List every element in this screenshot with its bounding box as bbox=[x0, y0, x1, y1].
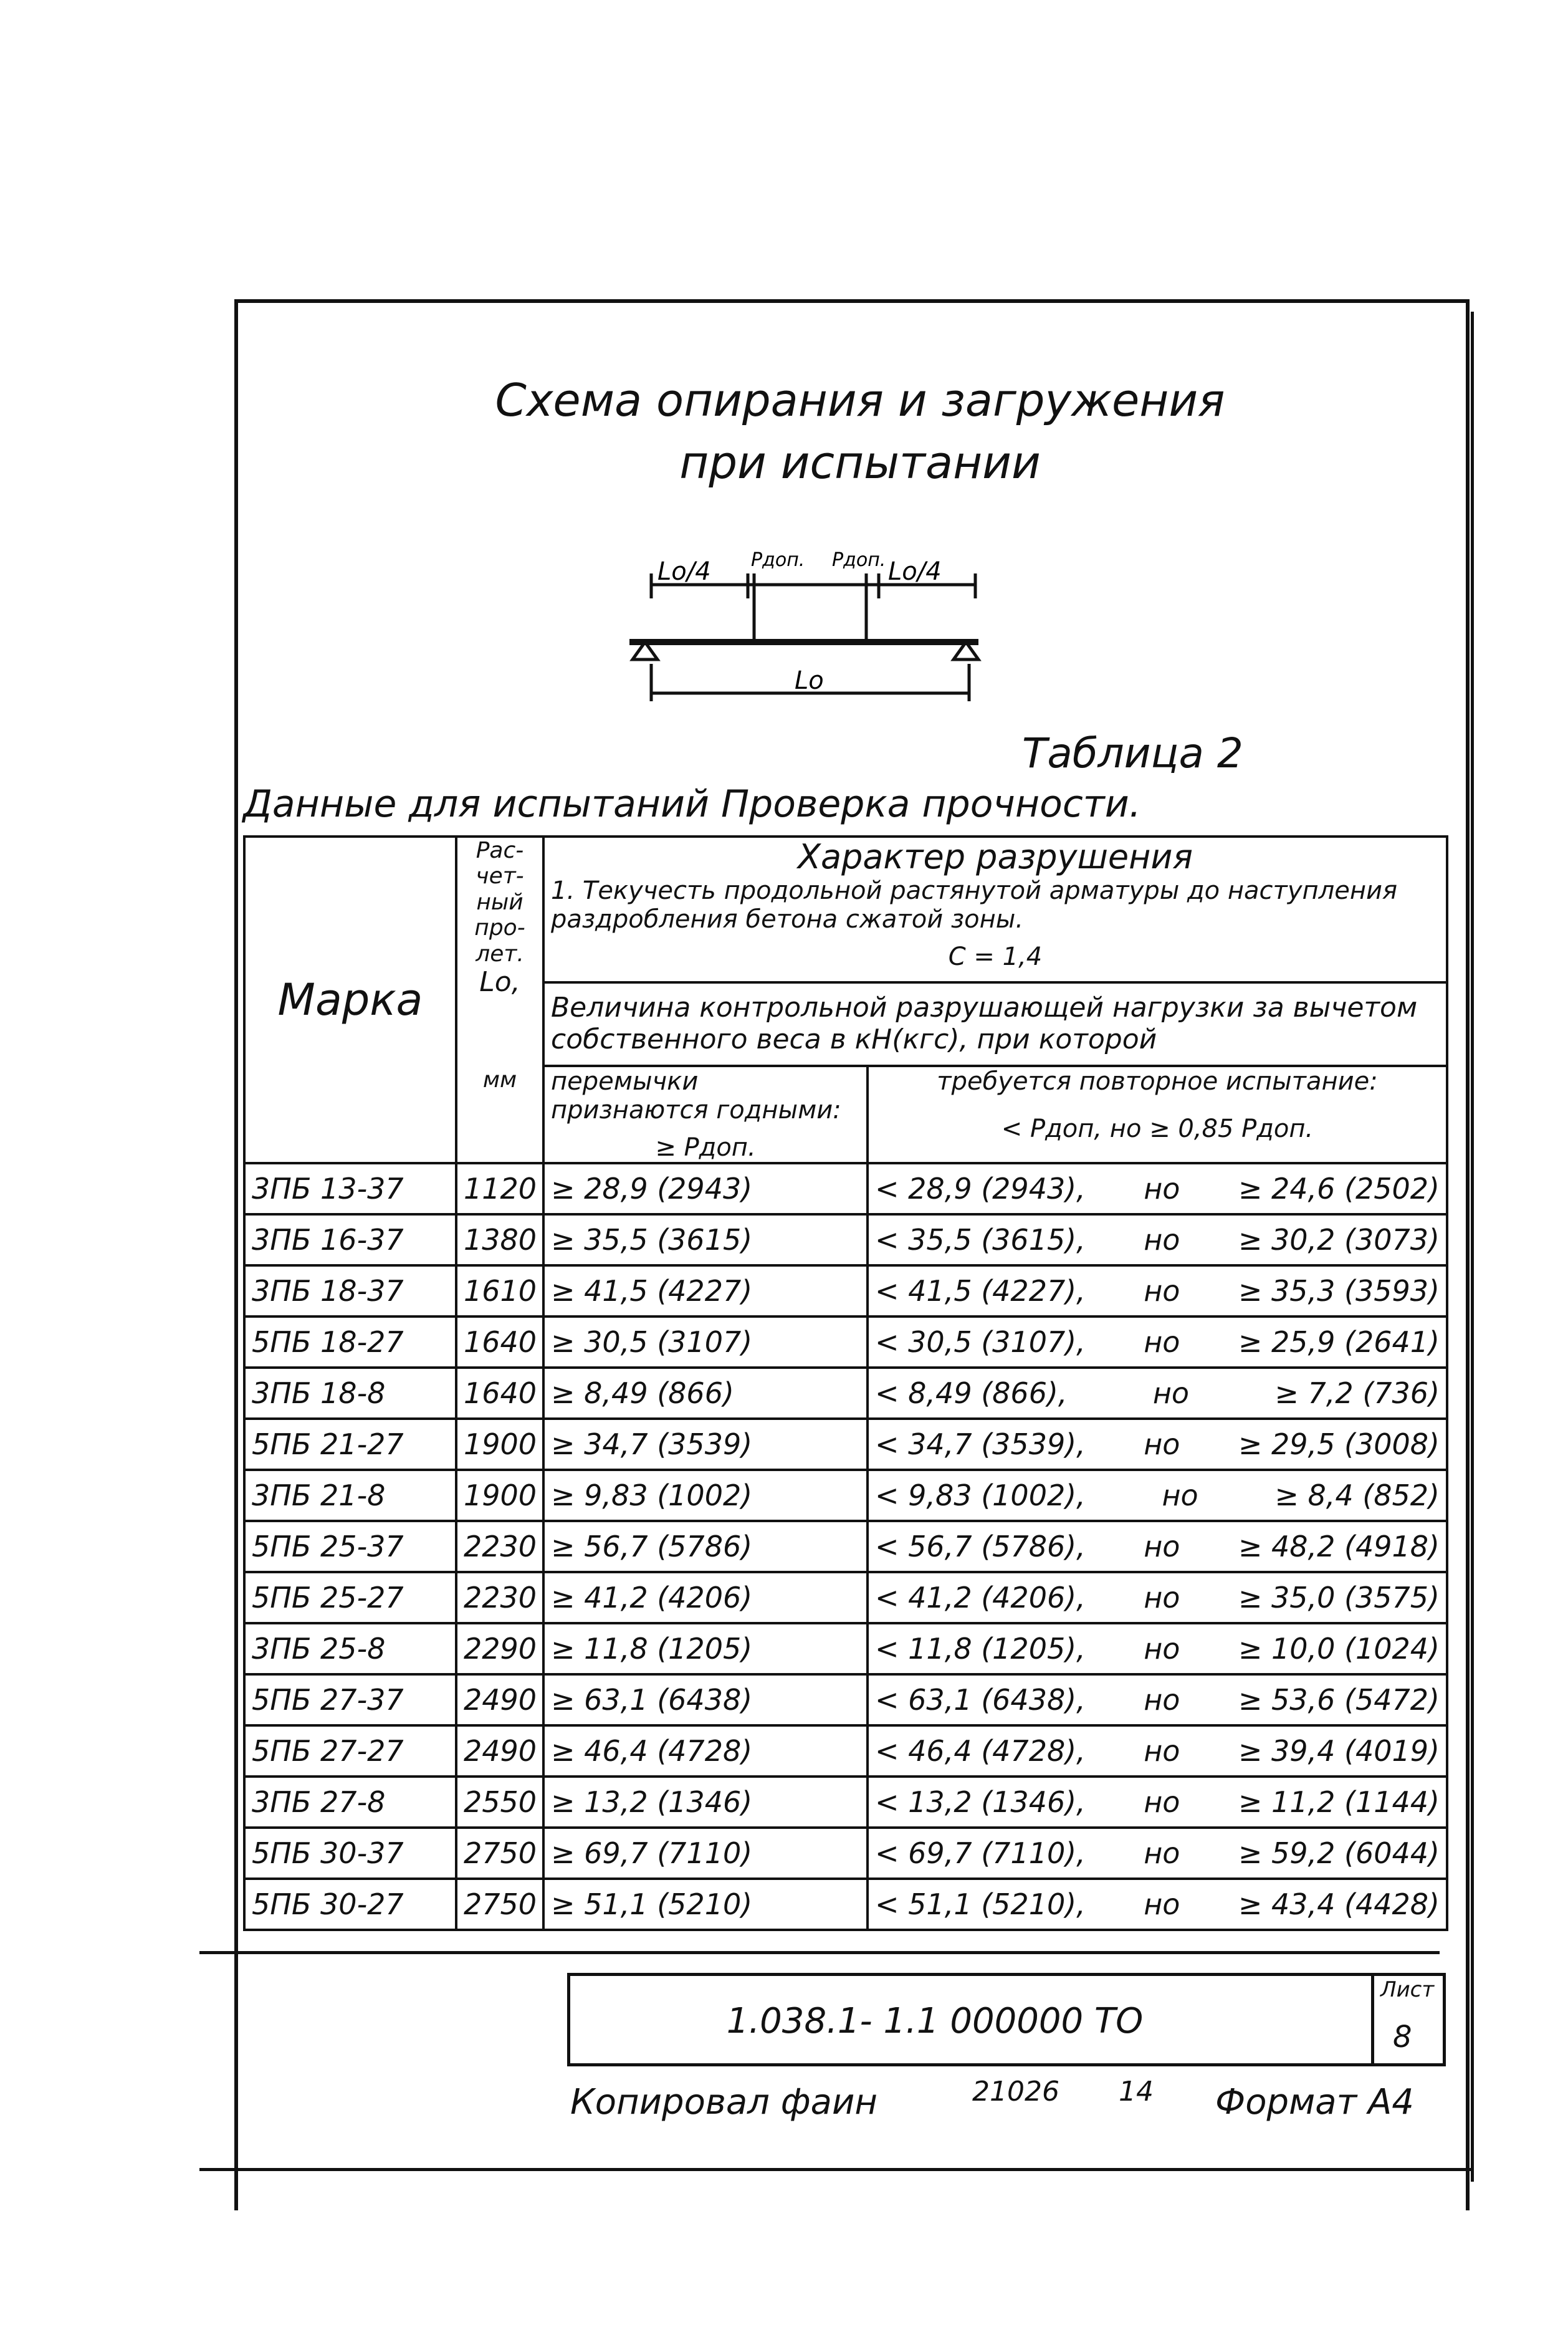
cell-span: 2750 bbox=[456, 1828, 543, 1879]
retest-lt: < 28,9 (2943), bbox=[875, 1171, 1086, 1206]
cell-span: 1640 bbox=[456, 1368, 543, 1419]
header-row-1 bbox=[244, 837, 1447, 982]
cell-span: 1640 bbox=[456, 1316, 543, 1368]
cell-fit: ≥ 30,5 (3107) bbox=[543, 1316, 868, 1368]
header-fit: перемычки признаются годными: ≥ Pдоп. bbox=[543, 1066, 868, 1163]
retest-lt: < 56,7 (5786), bbox=[875, 1529, 1086, 1563]
retest-lt: < 9,83 (1002), bbox=[875, 1478, 1086, 1512]
cell-mark: 5ПБ 27-37 bbox=[244, 1674, 456, 1725]
table-row bbox=[244, 1777, 1447, 1828]
retest-no: но bbox=[1162, 1478, 1198, 1512]
cell-retest bbox=[868, 1725, 1447, 1777]
table-row bbox=[244, 1316, 1447, 1368]
cell-mark: 3ПБ 25-8 bbox=[244, 1623, 456, 1674]
retest-no: но bbox=[1144, 1171, 1180, 1206]
retest-ge: ≥ 39,4 (4019) bbox=[1238, 1734, 1440, 1768]
retest-no: но bbox=[1144, 1631, 1180, 1666]
table-row bbox=[244, 1879, 1447, 1930]
cell-retest bbox=[868, 1316, 1447, 1368]
cell-fit: ≥ 69,7 (7110) bbox=[543, 1828, 868, 1879]
cell-retest bbox=[868, 1572, 1447, 1623]
retest-ge: ≥ 30,2 (3073) bbox=[1238, 1222, 1440, 1257]
table-row bbox=[244, 1674, 1447, 1725]
sheet-label: Лист bbox=[1380, 1977, 1435, 2002]
cell-mark: 3ПБ 27-8 bbox=[244, 1777, 456, 1828]
retest-ge: ≥ 35,3 (3593) bbox=[1238, 1273, 1440, 1308]
table-row bbox=[244, 1623, 1447, 1674]
table-row bbox=[244, 1470, 1447, 1521]
cell-fit: ≥ 28,9 (2943) bbox=[543, 1163, 868, 1214]
retest-lt: < 41,5 (4227), bbox=[875, 1273, 1086, 1308]
retest-ge: ≥ 8,4 (852) bbox=[1274, 1478, 1440, 1512]
label-load-right: Pдоп. bbox=[832, 549, 886, 571]
retest-lt: < 13,2 (1346), bbox=[875, 1785, 1086, 1819]
cell-retest bbox=[868, 1163, 1447, 1214]
sheet-number: 8 bbox=[1393, 2020, 1412, 2055]
cell-mark: 3ПБ 18-37 bbox=[244, 1265, 456, 1316]
loading-scheme-diagram bbox=[617, 549, 1016, 711]
cell-fit: ≥ 13,2 (1346) bbox=[543, 1777, 868, 1828]
cell-span: 2490 bbox=[456, 1674, 543, 1725]
retest-no: но bbox=[1144, 1785, 1180, 1819]
retest-no: но bbox=[1144, 1580, 1180, 1614]
table-caption: Данные для испытаний Проверка прочности. bbox=[243, 782, 1141, 826]
retest-lt: < 46,4 (4728), bbox=[875, 1734, 1086, 1768]
cell-span: 1380 bbox=[456, 1214, 543, 1265]
retest-lt: < 8,49 (866), bbox=[875, 1376, 1068, 1410]
cell-span: 2290 bbox=[456, 1623, 543, 1674]
retest-ge: ≥ 24,6 (2502) bbox=[1238, 1171, 1440, 1206]
table-row bbox=[244, 1828, 1447, 1879]
cell-span: 2230 bbox=[456, 1521, 543, 1572]
cell-span: 1900 bbox=[456, 1419, 543, 1470]
order-number: 21026 bbox=[972, 2076, 1059, 2108]
table-body bbox=[244, 1163, 1447, 1930]
table-row bbox=[244, 1725, 1447, 1777]
retest-no: но bbox=[1144, 1325, 1180, 1359]
retest-lt: < 41,2 (4206), bbox=[875, 1580, 1086, 1614]
cell-span: 1120 bbox=[456, 1163, 543, 1214]
cell-fit: ≥ 41,5 (4227) bbox=[543, 1265, 868, 1316]
cell-fit: ≥ 35,5 (3615) bbox=[543, 1214, 868, 1265]
document-code: 1.038.1- 1.1 000000 ТО bbox=[726, 2001, 1144, 2041]
label-right-quarter: Lo/4 bbox=[888, 557, 942, 586]
retest-ge: ≥ 10,0 (1024) bbox=[1238, 1631, 1440, 1666]
cell-span: 2750 bbox=[456, 1879, 543, 1930]
cell-span: 2550 bbox=[456, 1777, 543, 1828]
cell-fit: ≥ 46,4 (4728) bbox=[543, 1725, 868, 1777]
retest-lt: < 69,7 (7110), bbox=[875, 1836, 1086, 1870]
cell-retest bbox=[868, 1623, 1447, 1674]
table-row bbox=[244, 1368, 1447, 1419]
header-value: Величина контрольной разрушающей нагрузки за вычетом собственного веса в кН(кгс), при которой bbox=[543, 982, 1447, 1066]
retest-ge: ≥ 35,0 (3575) bbox=[1238, 1580, 1440, 1614]
cell-span: 1900 bbox=[456, 1470, 543, 1521]
cell-mark: 3ПБ 16-37 bbox=[244, 1214, 456, 1265]
cell-fit: ≥ 41,2 (4206) bbox=[543, 1572, 868, 1623]
test-data-table bbox=[243, 835, 1448, 1931]
retest-no: но bbox=[1144, 1734, 1180, 1768]
cell-mark: 5ПБ 25-27 bbox=[244, 1572, 456, 1623]
cell-mark: 3ПБ 18-8 bbox=[244, 1368, 456, 1419]
retest-ge: ≥ 59,2 (6044) bbox=[1238, 1836, 1440, 1870]
cell-retest bbox=[868, 1214, 1447, 1265]
footer-number: 14 bbox=[1119, 2076, 1154, 2108]
retest-no: но bbox=[1144, 1887, 1180, 1921]
cell-mark: 5ПБ 27-27 bbox=[244, 1725, 456, 1777]
retest-ge: ≥ 43,4 (4428) bbox=[1238, 1887, 1440, 1921]
cell-retest bbox=[868, 1470, 1447, 1521]
table-row bbox=[244, 1214, 1447, 1265]
cell-retest bbox=[868, 1879, 1447, 1930]
table-row bbox=[244, 1163, 1447, 1214]
label-left-quarter: Lo/4 bbox=[657, 557, 711, 586]
retest-lt: < 30,5 (3107), bbox=[875, 1325, 1086, 1359]
table-row bbox=[244, 1265, 1447, 1316]
retest-lt: < 51,1 (5210), bbox=[875, 1887, 1086, 1921]
retest-lt: < 34,7 (3539), bbox=[875, 1427, 1086, 1461]
label-span: Lo bbox=[795, 666, 824, 695]
cell-span: 1610 bbox=[456, 1265, 543, 1316]
retest-ge: ≥ 48,2 (4918) bbox=[1238, 1529, 1440, 1563]
cell-span: 2490 bbox=[456, 1725, 543, 1777]
scheme-title-line2: при испытании bbox=[679, 436, 1041, 489]
cell-retest bbox=[868, 1265, 1447, 1316]
cell-retest bbox=[868, 1674, 1447, 1725]
cell-mark: 5ПБ 21-27 bbox=[244, 1419, 456, 1470]
cell-mark: 5ПБ 25-37 bbox=[244, 1521, 456, 1572]
table-row bbox=[244, 1572, 1447, 1623]
cell-retest bbox=[868, 1368, 1447, 1419]
cell-fit: ≥ 11,8 (1205) bbox=[543, 1623, 868, 1674]
cell-fit: ≥ 8,49 (866) bbox=[543, 1368, 868, 1419]
cell-mark: 5ПБ 30-37 bbox=[244, 1828, 456, 1879]
retest-no: но bbox=[1144, 1836, 1180, 1870]
retest-no: но bbox=[1144, 1682, 1180, 1717]
cell-retest bbox=[868, 1828, 1447, 1879]
cell-mark: 5ПБ 30-27 bbox=[244, 1879, 456, 1930]
cell-fit: ≥ 9,83 (1002) bbox=[543, 1470, 868, 1521]
table-number: Таблица 2 bbox=[1022, 729, 1243, 777]
cell-retest bbox=[868, 1419, 1447, 1470]
cell-fit: ≥ 56,7 (5786) bbox=[543, 1521, 868, 1572]
cell-fit: ≥ 51,1 (5210) bbox=[543, 1879, 868, 1930]
bottom-line bbox=[199, 2168, 1471, 2171]
sheet-box bbox=[1371, 1976, 1443, 2063]
copied-by: Копировал фаин bbox=[570, 2082, 877, 2122]
retest-ge: ≥ 53,6 (5472) bbox=[1238, 1682, 1440, 1717]
retest-no: но bbox=[1144, 1273, 1180, 1308]
stamp-top-line bbox=[199, 1951, 1440, 1954]
retest-ge: ≥ 11,2 (1144) bbox=[1238, 1785, 1440, 1819]
retest-ge: ≥ 29,5 (3008) bbox=[1238, 1427, 1440, 1461]
header-character: Характер разрушения 1. Текучесть продольной растянутой арматуры до наступления раздробления бетона сжатой зоны. C = 1,4 bbox=[543, 837, 1447, 982]
cell-mark: 3ПБ 13-37 bbox=[244, 1163, 456, 1214]
header-span: Рас- чет- ный про- лет. Lo, мм bbox=[456, 837, 543, 1163]
scheme-title-line1: Схема опирания и загружения bbox=[495, 374, 1225, 426]
cell-span: 2230 bbox=[456, 1572, 543, 1623]
paper-format: Формат А4 bbox=[1215, 2082, 1414, 2122]
cell-retest bbox=[868, 1521, 1447, 1572]
title-block-stamp bbox=[567, 1973, 1446, 2066]
cell-mark: 5ПБ 18-27 bbox=[244, 1316, 456, 1368]
frame-outer-line bbox=[1471, 312, 1474, 2182]
retest-ge: ≥ 25,9 (2641) bbox=[1238, 1325, 1440, 1359]
cell-fit: ≥ 34,7 (3539) bbox=[543, 1419, 868, 1470]
label-load-left: Pдоп. bbox=[751, 549, 805, 571]
table-row bbox=[244, 1419, 1447, 1470]
table-row bbox=[244, 1521, 1447, 1572]
retest-no: но bbox=[1152, 1376, 1190, 1410]
cell-fit: ≥ 63,1 (6438) bbox=[543, 1674, 868, 1725]
header-mark: Марка bbox=[244, 837, 456, 1163]
retest-lt: < 11,8 (1205), bbox=[875, 1631, 1086, 1666]
retest-lt: < 63,1 (6438), bbox=[875, 1682, 1086, 1717]
cell-mark: 3ПБ 21-8 bbox=[244, 1470, 456, 1521]
header-retest: требуется повторное испытание: < Pдоп, но ≥ 0,85 Pдоп. bbox=[868, 1066, 1447, 1163]
retest-no: но bbox=[1144, 1222, 1180, 1257]
cell-retest bbox=[868, 1777, 1447, 1828]
retest-no: но bbox=[1144, 1427, 1180, 1461]
retest-no: но bbox=[1144, 1529, 1180, 1563]
retest-ge: ≥ 7,2 (736) bbox=[1274, 1376, 1440, 1410]
retest-lt: < 35,5 (3615), bbox=[875, 1222, 1086, 1257]
